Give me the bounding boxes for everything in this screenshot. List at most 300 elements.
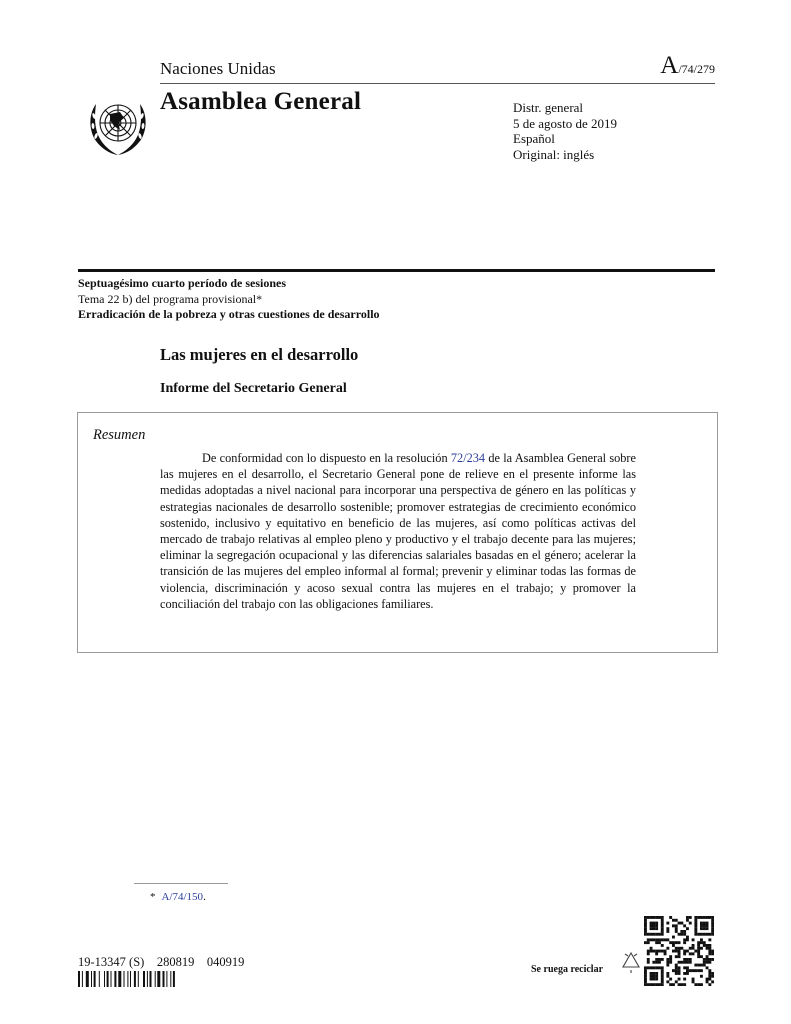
qr-module — [655, 950, 658, 953]
qr-module — [661, 930, 664, 933]
qr-module — [644, 966, 647, 969]
qr-module — [650, 938, 653, 941]
qr-module — [706, 933, 709, 936]
qr-module — [675, 950, 678, 953]
qr-module — [644, 916, 647, 919]
qr-module — [708, 958, 711, 961]
qr-module — [647, 938, 650, 941]
qr-module — [661, 972, 664, 975]
qr-module — [686, 916, 689, 919]
qr-module — [692, 969, 695, 972]
barcode-bar — [130, 971, 131, 987]
symbol-suffix: /74/279 — [678, 62, 715, 76]
qr-module — [661, 916, 664, 919]
barcode-bar — [170, 971, 171, 987]
agenda-title: Erradicación de la pobreza y otras cuestiones de desarrollo — [78, 307, 380, 321]
distribution-date: 5 de agosto de 2019 — [513, 115, 617, 131]
qr-module — [697, 955, 700, 958]
qr-module — [708, 978, 711, 981]
qr-module — [650, 916, 653, 919]
qr-module — [666, 958, 669, 961]
qr-module — [708, 983, 711, 986]
qr-module — [689, 916, 692, 919]
qr-module — [644, 941, 647, 944]
qr-module — [706, 944, 709, 947]
qr-module — [650, 950, 653, 953]
qr-module — [700, 975, 703, 978]
barcode-bar — [99, 971, 100, 987]
qr-module — [661, 958, 664, 961]
un-emblem-icon — [80, 90, 156, 160]
qr-module — [658, 950, 661, 953]
qr-module — [678, 969, 681, 972]
qr-module — [700, 964, 703, 967]
qr-module — [683, 933, 686, 936]
barcode-bar — [114, 971, 116, 987]
qr-module — [675, 980, 678, 983]
session-block — [78, 276, 380, 323]
qr-module — [664, 938, 667, 941]
qr-module — [678, 972, 681, 975]
qr-module — [669, 941, 672, 944]
qr-module — [666, 922, 669, 925]
distribution-language: Español — [513, 131, 555, 146]
qr-module — [708, 938, 711, 941]
barcode-bar — [78, 971, 80, 987]
qr-module — [675, 964, 678, 967]
qr-module — [694, 916, 697, 919]
barcode-bar — [157, 971, 160, 987]
qr-module — [686, 950, 689, 953]
qr-module — [683, 941, 686, 944]
qr-module — [706, 916, 709, 919]
qr-module — [689, 952, 692, 955]
distribution-line: Distr. general — [513, 100, 584, 115]
barcode-bar — [118, 971, 121, 987]
summary-text-before: De conformidad con lo dispuesto en la resolución — [202, 451, 451, 465]
qr-module — [703, 916, 706, 919]
qr-module — [686, 958, 689, 961]
session-divider — [78, 269, 715, 272]
barcode-bar — [163, 971, 165, 987]
qr-module — [652, 975, 655, 978]
qr-module — [655, 933, 658, 936]
qr-module — [703, 924, 706, 927]
qr-module — [655, 952, 658, 955]
qr-module — [666, 961, 669, 964]
distribution-block — [513, 100, 617, 162]
qr-module — [680, 933, 683, 936]
barcode-bar — [166, 971, 167, 987]
qr-module — [686, 961, 689, 964]
qr-module — [678, 941, 681, 944]
qr-module — [669, 978, 672, 981]
qr-module — [694, 930, 697, 933]
qr-module — [644, 919, 647, 922]
qr-module — [661, 966, 664, 969]
qr-module — [655, 958, 658, 961]
qr-module — [711, 916, 714, 919]
qr-module — [686, 966, 689, 969]
qr-module — [703, 958, 706, 961]
qr-module — [678, 961, 681, 964]
qr-module — [652, 922, 655, 925]
qr-module — [708, 933, 711, 936]
qr-module — [644, 930, 647, 933]
qr-module — [694, 969, 697, 972]
qr-module — [661, 975, 664, 978]
qr-module — [661, 938, 664, 941]
barcode-bar — [104, 971, 105, 987]
qr-module — [694, 964, 697, 967]
qr-module — [689, 969, 692, 972]
qr-module — [655, 966, 658, 969]
qr-module — [655, 978, 658, 981]
qr-module — [683, 978, 686, 981]
qr-module — [686, 938, 689, 941]
qr-module — [694, 919, 697, 922]
qr-module — [678, 955, 681, 958]
footnote-link[interactable]: A/74/150 — [161, 891, 204, 903]
qr-module — [675, 927, 678, 930]
qr-module — [672, 941, 675, 944]
qr-module — [683, 950, 686, 953]
qr-module — [706, 927, 709, 930]
qr-module — [678, 983, 681, 986]
qr-module — [658, 941, 661, 944]
qr-module — [700, 927, 703, 930]
qr-module — [644, 924, 647, 927]
qr-module — [680, 930, 683, 933]
footnote — [150, 891, 206, 903]
recycle-icon — [619, 950, 643, 976]
qr-module — [650, 975, 653, 978]
qr-module — [658, 916, 661, 919]
qr-module — [694, 983, 697, 986]
qr-module — [697, 933, 700, 936]
qr-module — [655, 927, 658, 930]
qr-module — [658, 933, 661, 936]
symbol-prefix: A — [660, 52, 679, 79]
qr-module — [700, 941, 703, 944]
qr-module — [669, 916, 672, 919]
qr-module — [689, 922, 692, 925]
qr-module — [700, 924, 703, 927]
qr-module — [708, 952, 711, 955]
qr-module — [675, 930, 678, 933]
qr-module — [655, 961, 658, 964]
qr-module — [655, 975, 658, 978]
qr-module — [644, 980, 647, 983]
qr-module — [678, 950, 681, 953]
qr-module — [703, 944, 706, 947]
qr-module — [711, 927, 714, 930]
qr-module — [672, 983, 675, 986]
qr-module — [683, 952, 686, 955]
qr-module — [697, 950, 700, 953]
header-divider — [160, 83, 715, 84]
qr-module — [652, 972, 655, 975]
qr-module — [711, 975, 714, 978]
qr-module — [703, 961, 706, 964]
qr-module — [678, 978, 681, 981]
footnote-end: . — [203, 891, 206, 903]
job-number: 19-13347 (S) 280819 040919 — [78, 955, 245, 969]
qr-module — [644, 972, 647, 975]
qr-module — [678, 952, 681, 955]
qr-module — [678, 947, 681, 950]
qr-module — [650, 922, 653, 925]
summary-text — [160, 450, 636, 612]
qr-module — [680, 983, 683, 986]
barcode-bar — [91, 971, 92, 987]
qr-module — [650, 972, 653, 975]
qr-module — [655, 924, 658, 927]
qr-module — [647, 961, 650, 964]
qr-module — [683, 966, 686, 969]
qr-module — [683, 972, 686, 975]
qr-module — [661, 924, 664, 927]
qr-module — [700, 983, 703, 986]
barcode-bar — [150, 971, 152, 987]
qr-module — [694, 927, 697, 930]
qr-module — [644, 983, 647, 986]
barcode-bar — [155, 971, 156, 987]
qr-module — [703, 927, 706, 930]
qr-module — [697, 944, 700, 947]
qr-module — [703, 922, 706, 925]
qr-module — [706, 966, 709, 969]
qr-module — [666, 964, 669, 967]
qr-module — [647, 950, 650, 953]
document-subtitle: Informe del Secretario General — [160, 381, 347, 396]
qr-module — [650, 978, 653, 981]
qr-module — [664, 952, 667, 955]
qr-module — [647, 983, 650, 986]
barcode-bar — [138, 971, 139, 987]
qr-module — [711, 924, 714, 927]
qr-module — [692, 980, 695, 983]
qr-module — [697, 947, 700, 950]
qr-module — [650, 924, 653, 927]
barcode-bar — [147, 971, 148, 987]
qr-module — [672, 919, 675, 922]
qr-module — [655, 938, 658, 941]
qr-module — [675, 969, 678, 972]
qr-module — [706, 961, 709, 964]
qr-module — [669, 955, 672, 958]
qr-module — [672, 936, 675, 939]
qr-module — [652, 978, 655, 981]
qr-module — [669, 961, 672, 964]
qr-module — [694, 924, 697, 927]
qr-module — [666, 947, 669, 950]
qr-module — [706, 958, 709, 961]
qr-module — [647, 952, 650, 955]
qr-module — [686, 972, 689, 975]
qr-module — [644, 978, 647, 981]
qr-module — [675, 941, 678, 944]
document-symbol — [660, 52, 715, 80]
qr-module — [692, 938, 695, 941]
qr-module — [644, 975, 647, 978]
qr-module — [711, 972, 714, 975]
qr-module — [686, 919, 689, 922]
qr-module — [666, 972, 669, 975]
barcode-bar — [124, 971, 125, 987]
qr-module — [703, 933, 706, 936]
qr-module — [689, 947, 692, 950]
qr-module — [675, 955, 678, 958]
qr-code-icon — [644, 916, 714, 986]
qr-module — [664, 950, 667, 953]
qr-module — [711, 930, 714, 933]
qr-module — [711, 933, 714, 936]
qr-module — [658, 966, 661, 969]
qr-module — [711, 919, 714, 922]
qr-module — [711, 950, 714, 953]
qr-module — [706, 980, 709, 983]
qr-module — [672, 969, 675, 972]
footnote-divider — [134, 883, 228, 884]
qr-module — [661, 969, 664, 972]
distribution-original: Original: inglés — [513, 146, 595, 162]
qr-module — [658, 961, 661, 964]
qr-module — [647, 916, 650, 919]
qr-module — [680, 961, 683, 964]
qr-module — [652, 983, 655, 986]
barcode-bar — [127, 971, 128, 987]
qr-module — [694, 950, 697, 953]
qr-module — [711, 958, 714, 961]
qr-module — [697, 964, 700, 967]
qr-module — [706, 922, 709, 925]
qr-module — [706, 947, 709, 950]
qr-module — [683, 961, 686, 964]
qr-module — [686, 927, 689, 930]
qr-module — [647, 958, 650, 961]
qr-module — [650, 947, 653, 950]
qr-module — [697, 983, 700, 986]
barcode-bar — [86, 971, 89, 987]
summary-text-after: de la Asamblea General sobre las mujeres en el desarrollo, el Secretario General pone de relieve en el presente informe las medidas adoptadas a nivel nacional para incorporar una perspectiva de género en las políticas y estrategias nacionales de desarrollo sostenible; promover estrategias de crecimiento económico sostenido, inclusivo y equitativo en beneficio de las mujeres, así como políticas activas del mercado de trabajo relativas al empleo pleno y productivo y el trabajo decente para las mujeres; eliminar la segregación ocupacional y las diferencias salariales basadas en el género; acelerar la transición de las mujeres del empleo informal al formal; prevenir y eliminar todas las formas de violencia, discriminación y acoso sexual contra las mujeres en el trabajo; y promover la conciliación del trabajo con las obligaciones familiares. — [160, 451, 636, 611]
qr-module — [689, 961, 692, 964]
qr-module — [675, 966, 678, 969]
qr-module — [689, 958, 692, 961]
barcode-bar — [134, 971, 136, 987]
qr-module — [692, 947, 695, 950]
qr-module — [706, 955, 709, 958]
qr-module — [650, 927, 653, 930]
qr-module — [700, 938, 703, 941]
qr-module — [683, 930, 686, 933]
qr-module — [708, 950, 711, 953]
qr-module — [683, 958, 686, 961]
barcode-bar — [111, 971, 112, 987]
qr-module — [708, 947, 711, 950]
qr-module — [652, 924, 655, 927]
qr-module — [658, 983, 661, 986]
qr-module — [652, 933, 655, 936]
qr-module — [678, 933, 681, 936]
qr-module — [697, 969, 700, 972]
qr-module — [666, 938, 669, 941]
qr-module — [652, 927, 655, 930]
qr-module — [647, 941, 650, 944]
qr-module — [694, 922, 697, 925]
qr-module — [700, 947, 703, 950]
qr-module — [672, 924, 675, 927]
qr-module — [711, 980, 714, 983]
qr-module — [678, 922, 681, 925]
qr-module — [706, 978, 709, 981]
qr-module — [680, 922, 683, 925]
qr-module — [666, 980, 669, 983]
qr-module — [683, 983, 686, 986]
qr-module — [666, 927, 669, 930]
qr-module — [700, 969, 703, 972]
qr-module — [675, 924, 678, 927]
qr-module — [711, 922, 714, 925]
organization-name: Naciones Unidas — [160, 59, 276, 78]
resolution-link[interactable]: 72/234 — [450, 451, 486, 465]
qr-module — [672, 950, 675, 953]
barcode-bar — [82, 971, 83, 987]
qr-module — [661, 978, 664, 981]
qr-module — [694, 933, 697, 936]
qr-module — [652, 966, 655, 969]
qr-module — [711, 952, 714, 955]
barcode-icon — [78, 971, 208, 987]
qr-module — [655, 922, 658, 925]
session-title: Septuagésimo cuarto período de sesiones — [78, 276, 286, 290]
qr-module — [655, 972, 658, 975]
qr-module — [672, 944, 675, 947]
qr-module — [703, 941, 706, 944]
qr-module — [661, 980, 664, 983]
qr-module — [658, 938, 661, 941]
qr-module — [650, 966, 653, 969]
qr-module — [675, 919, 678, 922]
qr-module — [658, 958, 661, 961]
qr-module — [683, 938, 686, 941]
qr-module — [650, 933, 653, 936]
qr-module — [661, 950, 664, 953]
qr-module — [666, 975, 669, 978]
footnote-marker: * — [150, 891, 156, 903]
qr-module — [708, 975, 711, 978]
barcode-bar — [143, 971, 145, 987]
barcode-bar — [94, 971, 96, 987]
qr-module — [686, 936, 689, 939]
qr-module — [655, 916, 658, 919]
qr-module — [652, 961, 655, 964]
document-title: Las mujeres en el desarrollo — [160, 345, 359, 364]
recycle-text: Se ruega reciclar — [531, 964, 604, 975]
qr-module — [661, 933, 664, 936]
qr-module — [644, 922, 647, 925]
qr-module — [708, 972, 711, 975]
barcode-bar — [173, 971, 175, 987]
qr-module — [692, 944, 695, 947]
qr-module — [655, 941, 658, 944]
qr-module — [692, 978, 695, 981]
qr-module — [644, 933, 647, 936]
qr-module — [647, 933, 650, 936]
qr-module — [708, 944, 711, 947]
qr-module — [708, 969, 711, 972]
qr-module — [697, 952, 700, 955]
